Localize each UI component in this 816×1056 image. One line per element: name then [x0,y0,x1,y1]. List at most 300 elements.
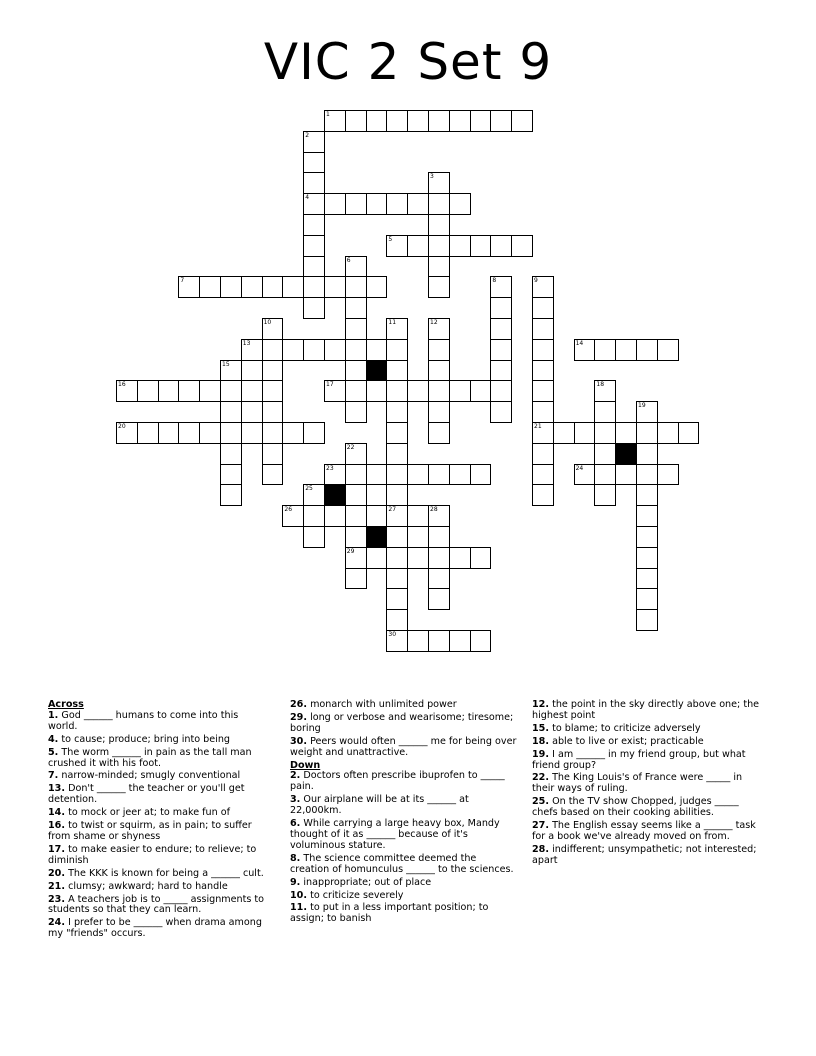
clue-text: long or verbose and wearisome; tiresome; boring [290,711,514,734]
grid-cell[interactable] [657,339,679,361]
grid-cell[interactable] [678,422,700,444]
black-square [366,526,388,548]
down-clue [290,878,518,889]
grid-cell[interactable] [428,256,450,278]
grid-cell[interactable] [511,110,533,132]
across-clue [48,845,270,867]
grid-cell[interactable] [428,214,450,236]
grid-cell[interactable] [262,443,284,465]
grid-cell[interactable] [428,276,450,298]
grid-cell[interactable] [594,339,616,361]
clue-text: inappropriate; out of place [303,876,432,888]
grid-cell[interactable] [594,401,616,423]
clue-text: to make easier to endure; to relieve; to diminish [48,843,257,866]
across-clue [48,771,270,782]
grid-cell[interactable] [178,276,200,298]
grid-cell[interactable] [220,443,242,465]
grid-cell[interactable] [303,484,325,506]
grid-cell[interactable] [366,380,388,402]
down-clue [532,750,762,772]
grid-cell[interactable] [386,443,408,465]
grid-cell[interactable] [116,422,138,444]
across-clue [48,869,270,880]
grid-cell[interactable] [366,110,388,132]
clue-text: The worm ______ in pain as the tall man crushed it with his foot. [48,746,252,769]
cell-number: 8 [492,277,497,285]
grid-cell[interactable] [303,131,325,153]
clue-number: 27. [532,820,549,832]
clue-text: the point in the sky directly above one; the highest point [532,699,760,721]
across-clue [290,713,518,735]
clue-text: I am ______ in my friend group, but what friend group? [532,748,746,771]
grid-cell[interactable] [303,214,325,236]
grid-cell[interactable] [303,193,325,215]
grid-cell[interactable] [220,464,242,486]
cell-number: 4 [305,194,310,202]
grid-cell[interactable] [199,276,221,298]
cell-number: 30 [388,631,397,638]
cell-number: 19 [638,402,646,410]
grid-cell[interactable] [386,380,408,402]
grid-cell[interactable] [386,464,408,486]
cell-number: 21 [534,423,542,430]
cell-number: 14 [575,339,584,347]
clue-text: to put in a less important position; to assign; to banish [290,902,489,925]
grid-cell[interactable] [428,339,450,361]
grid-cell[interactable] [386,484,408,506]
grid-cell[interactable] [199,422,221,444]
clue-number: 19. [532,748,549,760]
down-clue [532,773,762,795]
grid-cell[interactable] [594,464,616,486]
clue-number: 1. [48,709,59,721]
grid-cell[interactable] [428,380,450,402]
clue-number: 2. [290,770,301,782]
grid-cell[interactable] [428,526,450,548]
grid-cell[interactable] [615,464,637,486]
clue-text: God ______ humans to come into this world. [48,709,239,732]
grid-cell[interactable] [220,380,242,402]
grid-cell[interactable] [345,568,367,590]
grid-cell[interactable] [657,422,679,444]
grid-cell[interactable] [386,422,408,444]
grid-cell[interactable] [282,276,304,298]
grid-cell[interactable] [449,380,471,402]
grid-cell[interactable] [345,505,367,527]
grid-cell[interactable] [178,422,200,444]
grid-cell[interactable] [220,401,242,423]
cell-number: 1 [326,111,330,118]
grid-cell[interactable] [428,505,450,527]
grid-cell[interactable] [594,422,616,444]
black-square [615,443,637,465]
grid-cell[interactable] [532,297,554,319]
grid-cell[interactable] [303,297,325,319]
clue-text: to criticize severely [310,889,404,901]
grid-cell[interactable] [449,110,471,132]
grid-cell[interactable] [137,380,159,402]
clue-number: 9. [290,876,301,888]
grid-cell[interactable] [220,484,242,506]
grid-cell[interactable] [428,193,450,215]
clue-text: Don't ______ the teacher or you'll get detention. [48,783,245,806]
grid-cell[interactable] [470,380,492,402]
grid-cell[interactable] [428,422,450,444]
grid-cell[interactable] [407,193,429,215]
grid-cell[interactable] [636,401,658,423]
black-square [366,360,388,382]
grid-cell[interactable] [490,380,512,402]
grid-cell[interactable] [532,464,554,486]
grid-cell[interactable] [324,110,346,132]
grid-cell[interactable] [490,318,512,340]
grid-cell[interactable] [366,547,388,569]
grid-cell[interactable] [407,547,429,569]
grid-cell[interactable] [303,339,325,361]
grid-cell[interactable] [636,609,658,631]
grid-cell[interactable] [386,339,408,361]
grid-cell[interactable] [407,235,429,257]
clue-text: to mock or jeer at; to make fun of [68,807,230,819]
grid-cell[interactable] [636,464,658,486]
cell-number: 28 [430,506,438,514]
grid-cell[interactable] [241,276,263,298]
clue-column-1 [48,700,270,942]
grid-cell[interactable] [594,380,616,402]
grid-cell[interactable] [303,256,325,278]
grid-cell[interactable] [386,526,408,548]
grid-cell[interactable] [241,422,263,444]
grid-cell[interactable] [386,110,408,132]
cell-number: 3 [430,173,434,181]
grid-cell[interactable] [345,276,367,298]
grid-cell[interactable] [532,380,554,402]
down-clue [290,854,518,876]
grid-cell[interactable] [262,380,284,402]
grid-cell[interactable] [303,235,325,257]
cell-number: 11 [388,319,397,326]
across-clue [48,748,270,770]
cell-number: 29 [346,547,355,555]
grid-cell[interactable] [428,464,450,486]
clue-number: 22. [532,772,549,784]
clue-text: indifferent; unsympathetic; not interested; apart [532,843,757,866]
grid-cell[interactable] [137,422,159,444]
cell-number: 2 [305,131,310,139]
grid-cell[interactable] [615,422,637,444]
grid-cell[interactable] [303,505,325,527]
grid-cell[interactable] [262,422,284,444]
cell-number: 10 [263,319,272,326]
clue-column-2 [290,700,518,927]
grid-cell[interactable] [345,464,367,486]
grid-cell[interactable] [532,318,554,340]
grid-cell[interactable] [657,464,679,486]
grid-cell[interactable] [262,318,284,340]
grid-cell[interactable] [386,505,408,527]
cell-number: 13 [242,339,251,347]
grid-cell[interactable] [282,505,304,527]
grid-cell[interactable] [636,443,658,465]
grid-cell[interactable] [386,630,408,652]
grid-cell[interactable] [366,276,388,298]
grid-cell[interactable] [490,339,512,361]
clue-number: 26. [290,699,307,710]
clue-number: 24. [48,917,65,929]
grid-cell[interactable] [386,401,408,423]
grid-cell[interactable] [303,526,325,548]
across-clue [48,882,270,893]
grid-cell[interactable] [574,464,596,486]
clue-text: Peers would often ______ me for being over weight and unattractive. [290,735,517,758]
clue-column-3 [532,700,762,869]
grid-cell[interactable] [158,380,180,402]
grid-cell[interactable] [345,360,367,382]
grid-cell[interactable] [303,276,325,298]
grid-cell[interactable] [532,443,554,465]
grid-cell[interactable] [428,588,450,610]
grid-cell[interactable] [449,235,471,257]
grid-cell[interactable] [511,235,533,257]
grid-cell[interactable] [594,484,616,506]
clue-text: to cause; produce; bring into being [61,733,230,745]
grid-cell[interactable] [386,360,408,382]
grid-cell[interactable] [636,484,658,506]
grid-cell[interactable] [345,547,367,569]
grid-cell[interactable] [324,276,346,298]
grid-cell[interactable] [282,422,304,444]
clue-text: The King Louis's of France were _____ in their ways of ruling. [532,772,743,795]
clue-text: to blame; to criticize adversely [552,722,701,734]
grid-cell[interactable] [532,339,554,361]
grid-cell[interactable] [116,380,138,402]
grid-cell[interactable] [386,609,408,631]
clue-number: 5. [48,746,59,758]
grid-cell[interactable] [636,339,658,361]
clue-text: Our airplane will be at its ______ at 22,000km. [290,794,469,817]
grid-cell[interactable] [366,339,388,361]
grid-cell[interactable] [574,339,596,361]
cell-number: 25 [305,485,313,493]
clue-number: 25. [532,796,549,808]
down-clue [532,797,762,819]
grid-cell[interactable] [449,547,471,569]
clue-number: 20. [48,867,65,879]
grid-cell[interactable] [262,401,284,423]
grid-cell[interactable] [262,339,284,361]
grid-cell[interactable] [490,401,512,423]
grid-cell[interactable] [324,505,346,527]
grid-cell[interactable] [428,630,450,652]
across-clue [290,700,518,711]
cell-number: 15 [222,360,230,368]
cell-number: 22 [346,443,355,451]
grid-cell[interactable] [407,380,429,402]
grid-cell[interactable] [303,152,325,174]
puzzle-title: VIC 2 Set 9 [263,33,553,91]
grid-cell[interactable] [532,276,554,298]
clue-number: 12. [532,699,549,710]
grid-cell[interactable] [407,464,429,486]
grid-cell[interactable] [574,422,596,444]
grid-cell[interactable] [345,297,367,319]
grid-cell[interactable] [303,422,325,444]
grid-cell[interactable] [220,422,242,444]
clue-number: 14. [48,807,65,819]
grid-cell[interactable] [470,547,492,569]
grid-cell[interactable] [636,422,658,444]
grid-cell[interactable] [490,235,512,257]
across-clue [48,895,270,917]
grid-cell[interactable] [262,360,284,382]
grid-cell[interactable] [449,630,471,652]
clue-number: 15. [532,722,549,734]
grid-cell[interactable] [553,422,575,444]
grid-cell[interactable] [470,464,492,486]
grid-cell[interactable] [345,256,367,278]
grid-cell[interactable] [428,318,450,340]
grid-cell[interactable] [262,464,284,486]
grid-cell[interactable] [324,339,346,361]
grid-cell[interactable] [407,110,429,132]
cell-number: 20 [118,423,126,430]
clue-number: 17. [48,843,65,855]
grid-cell[interactable] [428,401,450,423]
clue-number: 7. [48,770,59,782]
grid-cell[interactable] [470,630,492,652]
cell-number: 27 [388,506,397,514]
grid-cell[interactable] [366,505,388,527]
clue-text: The English essay seems like a ______ task for a book we've already moved on from. [532,820,756,842]
grid-cell[interactable] [386,318,408,340]
down-clue [532,724,762,735]
down-clue [290,819,518,852]
grid-cell[interactable] [636,505,658,527]
clue-text: narrow-minded; smugly conventional [61,770,241,782]
grid-cell[interactable] [532,401,554,423]
grid-cell[interactable] [345,443,367,465]
down-heading: Down [290,759,321,771]
grid-cell[interactable] [428,360,450,382]
grid-cell[interactable] [490,276,512,298]
grid-cell[interactable] [490,110,512,132]
grid-cell[interactable] [158,422,180,444]
grid-cell[interactable] [636,568,658,590]
cell-number: 18 [596,381,605,389]
grid-cell[interactable] [636,588,658,610]
across-clue [48,821,270,843]
grid-cell[interactable] [386,235,408,257]
grid-cell[interactable] [428,568,450,590]
down-clue [532,845,762,867]
across-clue [48,735,270,746]
grid-cell[interactable] [490,297,512,319]
clue-text: able to live or exist; practicable [552,735,704,747]
down-clue [532,700,762,722]
grid-cell[interactable] [262,276,284,298]
clue-number: 21. [48,880,65,892]
cell-number: 12 [430,319,438,326]
grid-cell[interactable] [594,443,616,465]
grid-cell[interactable] [345,484,367,506]
grid-cell[interactable] [324,380,346,402]
clue-number: 8. [290,852,301,864]
grid-cell[interactable] [386,588,408,610]
grid-cell[interactable] [470,235,492,257]
clue-text: On the TV show Chopped, judges _____ chefs based on their cooking abilities. [532,796,739,819]
grid-cell[interactable] [636,547,658,569]
black-square [324,484,346,506]
grid-cell[interactable] [345,110,367,132]
grid-cell[interactable] [178,380,200,402]
clue-text: clumsy; awkward; hard to handle [68,880,228,892]
clue-number: 13. [48,783,65,795]
cell-number: 23 [326,464,334,472]
grid-cell[interactable] [345,339,367,361]
grid-cell[interactable] [490,360,512,382]
clue-text: While carrying a large heavy box, Mandy thought of it as ______ because of it's voluminous stature. [290,818,500,851]
clue-text: Doctors often prescribe ibuprofen to _____ pain. [290,770,505,793]
grid-cell[interactable] [345,380,367,402]
grid-cell[interactable] [366,464,388,486]
grid-cell[interactable] [220,276,242,298]
across-clue [48,918,270,940]
down-clue [290,771,518,793]
grid-cell[interactable] [449,193,471,215]
grid-cell[interactable] [470,110,492,132]
grid-cell[interactable] [386,547,408,569]
grid-cell[interactable] [532,422,554,444]
grid-cell[interactable] [345,401,367,423]
grid-cell[interactable] [345,318,367,340]
grid-cell[interactable] [615,339,637,361]
clue-number: 4. [48,733,59,745]
grid-cell[interactable] [220,360,242,382]
down-clue [290,891,518,902]
grid-cell[interactable] [407,505,429,527]
grid-cell[interactable] [324,464,346,486]
down-clue [290,903,518,925]
grid-cell[interactable] [428,172,450,194]
grid-cell[interactable] [345,526,367,548]
grid-cell[interactable] [282,339,304,361]
grid-cell[interactable] [241,339,263,361]
clue-number: 23. [48,893,65,905]
grid-cell[interactable] [386,193,408,215]
clue-text: A teachers job is to _____ assignments to students so that they can learn. [48,893,265,916]
grid-cell[interactable] [386,568,408,590]
grid-cell[interactable] [532,484,554,506]
grid-cell[interactable] [407,630,429,652]
grid-cell[interactable] [324,193,346,215]
grid-cell[interactable] [428,235,450,257]
grid-cell[interactable] [345,193,367,215]
grid-cell[interactable] [532,360,554,382]
clue-text: The KKK is known for being a ______ cult. [68,867,264,879]
grid-cell[interactable] [636,526,658,548]
cell-number: 9 [534,277,538,285]
grid-cell[interactable] [449,464,471,486]
cell-number: 24 [575,464,584,472]
grid-cell[interactable] [303,172,325,194]
grid-cell[interactable] [199,380,221,402]
clue-number: 28. [532,843,549,855]
grid-cell[interactable] [428,110,450,132]
grid-cell[interactable] [428,547,450,569]
clue-number: 16. [48,820,65,832]
grid-cell[interactable] [241,380,263,402]
grid-cell[interactable] [366,193,388,215]
